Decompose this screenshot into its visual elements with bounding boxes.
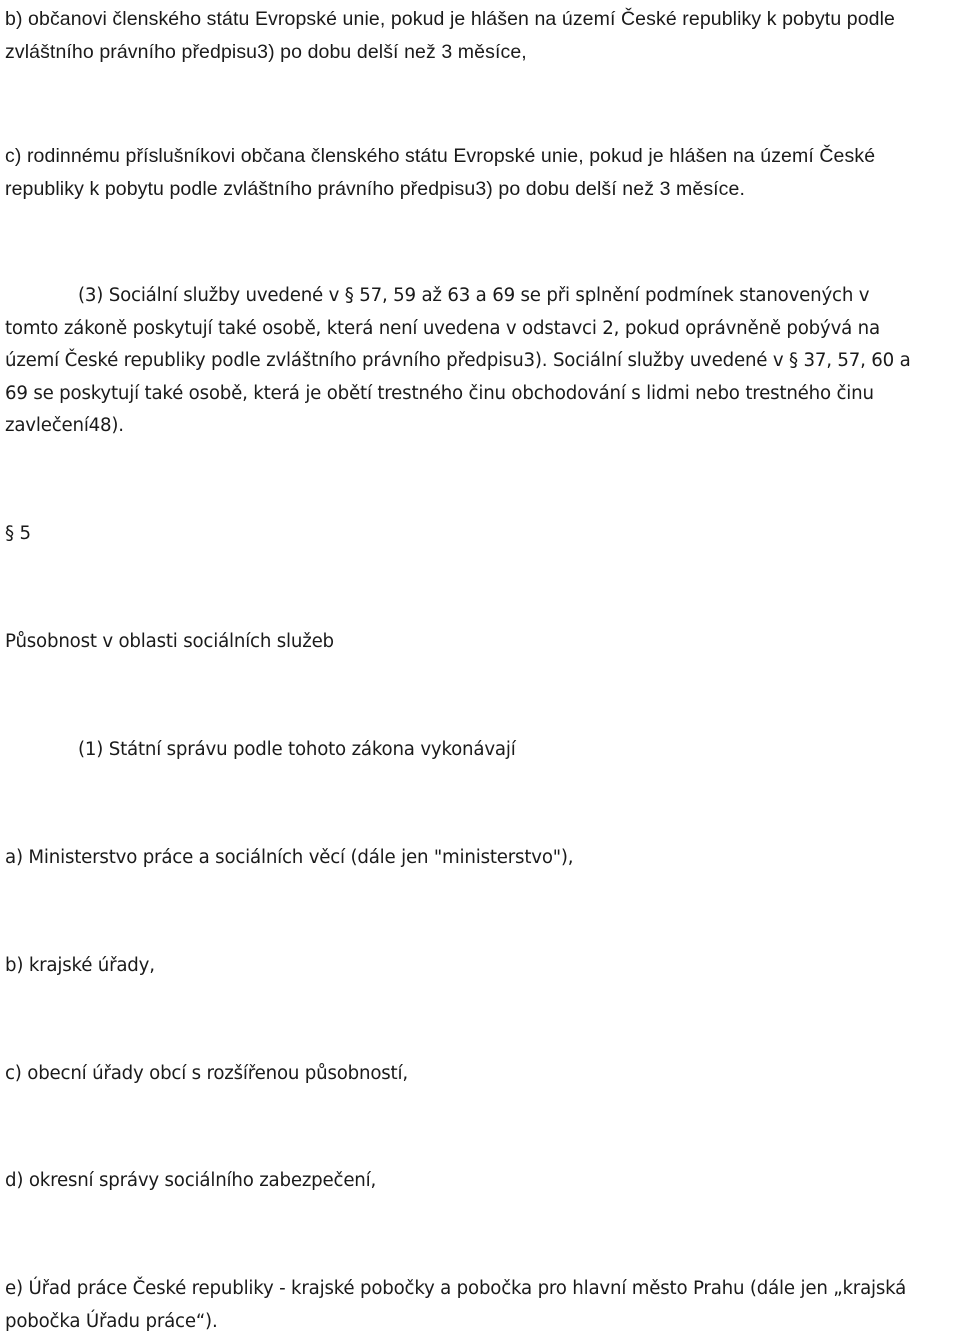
item-c-family-line-2: republiky k pobytu podle zvláštního právního předpisu3) po dobu delší než 3 měsíce. xyxy=(5,177,745,200)
paragraph-3-line-5: zavlečení48). xyxy=(5,415,124,436)
paragraph-3-line-2: tomto zákoně poskytují také osobě, která není uvedena v odstavci 2, pokud oprávněně pobývá na xyxy=(5,317,880,339)
item-c-family-line-1: c) rodinnému příslušníkovi občana členského státu Evropské unie, pokud je hlášen na území České xyxy=(5,145,876,167)
section-title: Působnost v oblasti sociálních služeb xyxy=(5,631,334,652)
item-a: a) Ministerstvo práce a sociálních věcí (dále jen "ministerstvo"), xyxy=(5,847,574,868)
item-c-family xyxy=(5,140,955,205)
item-b-citizen xyxy=(5,3,955,68)
item-b: b) krajské úřady, xyxy=(5,955,155,976)
section-number: § 5 xyxy=(5,523,31,544)
item-b-citizen-line-1: b) občanovi členského státu Evropské unie, pokud je hlášen na území České republiky k pobytu podle xyxy=(5,8,895,30)
paragraph-3-line-3: území České republiky podle zvláštního právního předpisu3). Sociální služby uvedené v § 37, 57, 60 a xyxy=(5,350,911,371)
paragraph-3-line-4: 69 se poskytují také osobě, která je obětí trestného činu obchodování s lidmi nebo trestného činu xyxy=(5,382,874,404)
item-d: d) okresní správy sociálního zabezpečení, xyxy=(5,1170,377,1191)
item-e-line-1: e) Úřad práce České republiky - krajské pobočky a pobočka pro hlavní město Prahu (dále jen „krajská xyxy=(5,1278,907,1299)
item-c: c) obecní úřady obcí s rozšířenou působností, xyxy=(5,1063,408,1084)
paragraph-3 xyxy=(5,280,955,443)
paragraph-3-line-1: (3) Sociální služby uvedené v § 57, 59 až 63 a 69 se při splnění podmínek stanovených v xyxy=(78,285,870,306)
item-e-line-2: pobočka Úřadu práce“). xyxy=(5,1310,218,1332)
item-e xyxy=(5,1273,955,1338)
item-b-citizen-line-2: zvláštního právního předpisu3) po dobu delší než 3 měsíce, xyxy=(5,40,527,63)
paragraph-1: (1) Státní správu podle tohoto zákona vykonávají xyxy=(78,739,516,760)
